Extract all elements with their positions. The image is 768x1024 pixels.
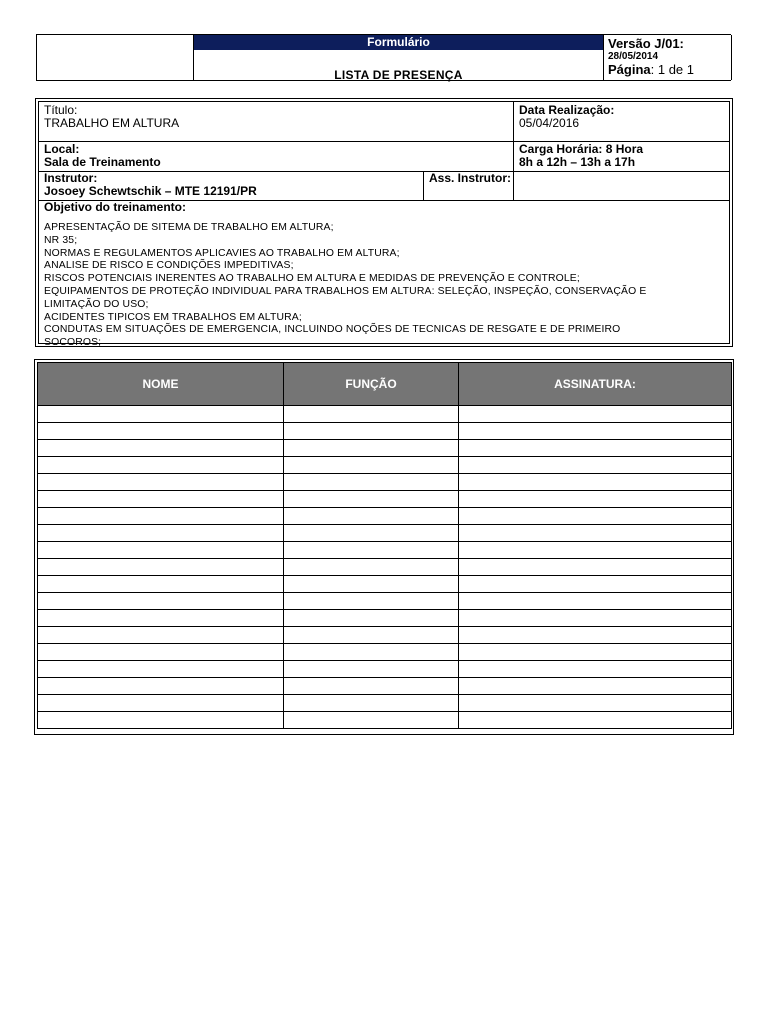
table-row — [38, 406, 732, 423]
funcao-cell[interactable] — [284, 695, 459, 712]
table-row — [38, 627, 732, 644]
instrutor-value: Josoey Schewtschik – MTE 12191/PR — [44, 184, 257, 198]
objetivo-item: NORMAS E REGULAMENTOS APLICAVIES AO TRABALHO EM ALTURA; — [44, 247, 400, 259]
objetivo-label: Objetivo do treinamento: — [44, 200, 187, 214]
nome-cell[interactable] — [38, 712, 284, 729]
nome-cell[interactable] — [38, 678, 284, 695]
nome-cell[interactable] — [38, 542, 284, 559]
funcao-cell[interactable] — [284, 610, 459, 627]
nome-cell[interactable] — [38, 559, 284, 576]
funcao-cell[interactable] — [284, 678, 459, 695]
nome-cell[interactable] — [38, 457, 284, 474]
table-row — [38, 491, 732, 508]
funcao-cell[interactable] — [284, 644, 459, 661]
nome-cell[interactable] — [38, 440, 284, 457]
funcao-cell[interactable] — [284, 423, 459, 440]
objetivo-item: ACIDENTES TIPICOS EM TRABALHOS EM ALTURA; — [44, 311, 302, 323]
instrutor-label: Instrutor: — [44, 171, 98, 185]
carga-horaria-label: Carga Horária: 8 Hora — [519, 142, 644, 156]
assinatura-cell[interactable] — [459, 559, 732, 576]
funcao-cell[interactable] — [284, 491, 459, 508]
table-row — [38, 593, 732, 610]
funcao-cell[interactable] — [284, 508, 459, 525]
objetivo-item: LIMITAÇÃO DO USO; — [44, 298, 149, 310]
funcao-cell[interactable] — [284, 525, 459, 542]
assinatura-cell[interactable] — [459, 525, 732, 542]
table-row — [38, 644, 732, 661]
assinatura-cell[interactable] — [459, 440, 732, 457]
assinatura-cell[interactable] — [459, 627, 732, 644]
assinatura-cell[interactable] — [459, 610, 732, 627]
training-info-box — [35, 98, 733, 347]
funcao-cell[interactable] — [284, 542, 459, 559]
nome-cell[interactable] — [38, 593, 284, 610]
assinatura-cell[interactable] — [459, 491, 732, 508]
objetivo-list — [44, 222, 646, 350]
nome-cell[interactable] — [38, 610, 284, 627]
page-value: : 1 de 1 — [650, 62, 694, 77]
ass-instrutor-cell — [424, 172, 728, 185]
funcao-cell[interactable] — [284, 559, 459, 576]
instrutor-cell — [39, 172, 423, 198]
page-label: Página — [608, 62, 651, 77]
assinatura-cell[interactable] — [459, 695, 732, 712]
column-header-nome: NOME — [38, 363, 284, 406]
nome-cell[interactable] — [38, 491, 284, 508]
nome-cell[interactable] — [38, 644, 284, 661]
objetivo-item: RISCOS POTENCIAIS INERENTES AO TRABALHO EM ALTURA E MEDIDAS DE PREVENÇÃO E CONTROLE; — [44, 273, 580, 285]
titulo-label: Título: — [44, 103, 78, 117]
assinatura-cell[interactable] — [459, 423, 732, 440]
version-label: Versão J/01: — [608, 36, 684, 51]
nome-cell[interactable] — [38, 406, 284, 423]
training-info-inner — [38, 101, 730, 349]
local-label: Local: — [44, 142, 80, 156]
objetivo-item: APRESENTAÇÃO DE SITEMA DE TRABALHO EM ALTURA; — [44, 222, 334, 233]
nome-cell[interactable] — [38, 576, 284, 593]
logo-area — [37, 35, 194, 80]
carga-horaria-cell — [514, 143, 728, 169]
funcao-cell[interactable] — [284, 661, 459, 678]
objetivo-cell — [39, 201, 729, 214]
table-row — [38, 423, 732, 440]
table-row — [38, 661, 732, 678]
table-row — [38, 457, 732, 474]
carga-horaria-value: 8h a 12h – 13h a 17h — [519, 155, 636, 169]
table-row — [38, 559, 732, 576]
local-cell — [39, 143, 513, 169]
form-label: Formulário — [194, 35, 603, 50]
attendance-body — [38, 406, 732, 729]
nome-cell[interactable] — [38, 695, 284, 712]
version-block — [603, 35, 732, 80]
nome-cell[interactable] — [38, 525, 284, 542]
table-row — [38, 695, 732, 712]
attendance-table-frame — [34, 359, 734, 735]
objetivo-item: CONDUTAS EM SITUAÇÕES DE EMERGENCIA, INCLUINDO NOÇÕES DE TECNICAS DE RESGATE E DE PRIMEIRO — [44, 324, 621, 336]
assinatura-cell[interactable] — [459, 644, 732, 661]
funcao-cell[interactable] — [284, 440, 459, 457]
assinatura-cell[interactable] — [459, 576, 732, 593]
data-realizacao-cell — [514, 104, 728, 130]
nome-cell[interactable] — [38, 627, 284, 644]
table-row — [38, 440, 732, 457]
assinatura-cell[interactable] — [459, 678, 732, 695]
assinatura-cell[interactable] — [459, 457, 732, 474]
titulo-cell — [39, 104, 513, 130]
assinatura-cell[interactable] — [459, 712, 732, 729]
table-row — [38, 542, 732, 559]
table-row — [38, 576, 732, 593]
assinatura-cell[interactable] — [459, 593, 732, 610]
data-realizacao-value: 05/04/2016 — [519, 116, 580, 130]
table-row — [38, 525, 732, 542]
assinatura-cell[interactable] — [459, 661, 732, 678]
version-date: 28/05/2014 — [608, 51, 659, 62]
funcao-cell[interactable] — [284, 593, 459, 610]
nome-cell[interactable] — [38, 423, 284, 440]
funcao-cell[interactable] — [284, 474, 459, 491]
local-value: Sala de Treinamento — [44, 155, 161, 169]
titulo-value: TRABALHO EM ALTURA — [44, 116, 180, 130]
objetivo-item: EQUIPAMENTOS DE PROTEÇÃO INDIVIDUAL PARA TRABALHOS EM ALTURA: SELEÇÃO, INSPEÇÃO, CONSERVAÇÃO E — [44, 285, 647, 297]
attendance-table — [37, 362, 732, 729]
assinatura-cell[interactable] — [459, 542, 732, 559]
assinatura-cell[interactable] — [459, 474, 732, 491]
nome-cell[interactable] — [38, 508, 284, 525]
table-row — [38, 712, 732, 729]
column-header-assinatura: ASSINATURA: — [459, 363, 732, 406]
data-realizacao-label: Data Realização: — [519, 103, 615, 117]
objetivo-item: NR 35; — [44, 234, 78, 246]
funcao-cell[interactable] — [284, 576, 459, 593]
objetivo-item: SOCOROS; — [44, 337, 102, 349]
ass-instrutor-label: Ass. Instrutor: — [429, 171, 512, 185]
table-row — [38, 508, 732, 525]
table-row — [38, 610, 732, 627]
funcao-cell[interactable] — [284, 712, 459, 729]
funcao-cell[interactable] — [284, 627, 459, 644]
assinatura-cell[interactable] — [459, 508, 732, 525]
funcao-cell[interactable] — [284, 457, 459, 474]
assinatura-cell[interactable] — [459, 406, 732, 423]
column-header-funcao: FUNÇÃO — [284, 363, 459, 406]
table-row — [38, 474, 732, 491]
funcao-cell[interactable] — [284, 406, 459, 423]
document-title: LISTA DE PRESENÇA — [334, 68, 463, 82]
nome-cell[interactable] — [38, 474, 284, 491]
objetivo-item: ANALISE DE RISCO E CONDIÇÕES IMPEDITIVAS; — [44, 260, 294, 272]
table-row — [38, 678, 732, 695]
nome-cell[interactable] — [38, 661, 284, 678]
attendance-header-row — [38, 363, 732, 406]
form-header — [36, 34, 731, 81]
page-indicator — [608, 62, 731, 78]
